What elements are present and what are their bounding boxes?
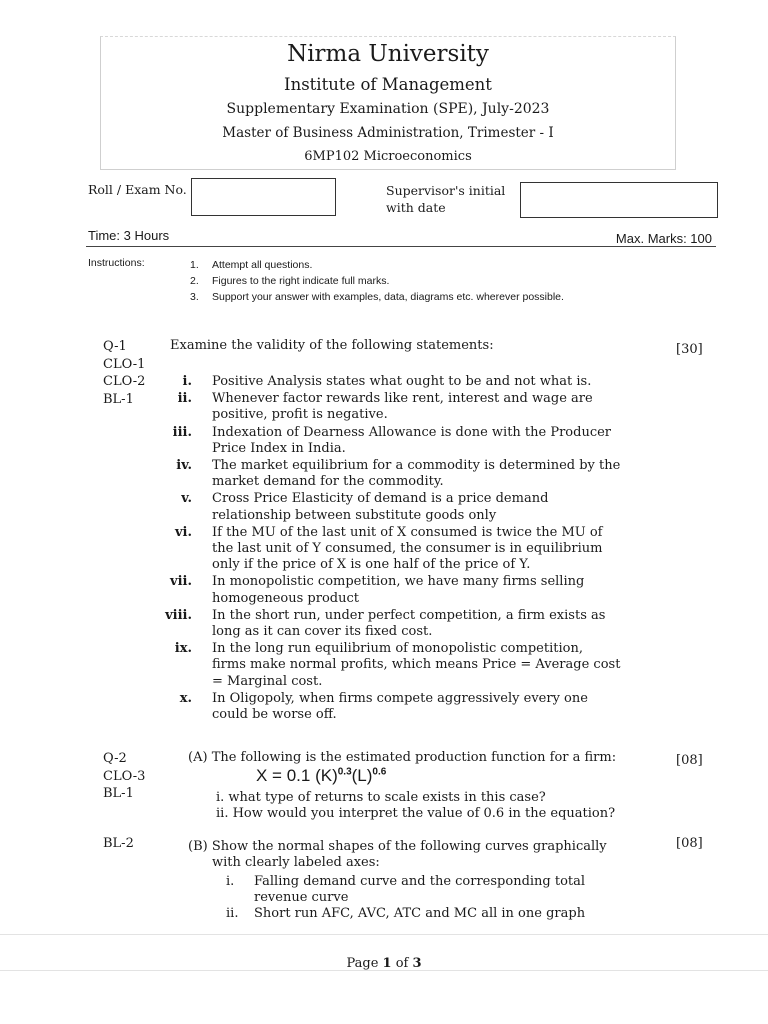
statement-item: v. Cross Price Elasticity of demand is a price demand relationship between substitute goods only xyxy=(181,491,549,523)
statement-item: iii. Indexation of Dearness Allowance is done with the Producer Price Index in India. xyxy=(172,424,612,456)
question-number: Q-2 xyxy=(103,751,127,766)
page-number: Page 1 of 3 xyxy=(346,956,422,971)
question-number: Q-1 xyxy=(103,339,127,354)
q2b-prompt: (B) Show the normal shapes of the following curves graphically with clearly labeled axes: xyxy=(188,839,607,871)
production-function-equation: X = 0.1 $(K)^{0.3}(L)^{0.6}$ xyxy=(256,766,387,785)
instruction-item: 2. Figures to the right indicate full marks. xyxy=(190,275,390,287)
q2b-items xyxy=(216,874,654,923)
q2b-bl-tag: BL-2 xyxy=(103,836,134,851)
course-name: 6MP102 Microeconomics xyxy=(304,149,472,164)
q2a-subparts xyxy=(216,790,615,822)
q2a-marks: [08] xyxy=(676,753,703,768)
q1-prompt: Examine the validity of the following statements: xyxy=(170,338,494,353)
statement-item: ix. In the long run equilibrium of monopolistic competition, firms make normal profits, which means Price = Average cost = Marginal cost. xyxy=(174,641,621,689)
bl-tag: BL-1 xyxy=(103,391,134,407)
university-name: Nirma University xyxy=(287,41,489,67)
q2a-prompt: (A) The following is the estimated production function for a firm: xyxy=(188,750,617,765)
clo-tag: CLO-3 xyxy=(103,768,146,784)
supervisor-label xyxy=(386,182,505,216)
statement-item: vii. In monopolistic competition, we have many firms selling homogeneous product xyxy=(170,574,585,606)
instructions-list xyxy=(190,257,564,305)
instruction-item: 1. Attempt all questions. xyxy=(190,259,313,271)
instruction-item: 3. Support your answer with examples, data, diagrams etc. wherever possible. xyxy=(190,291,564,303)
supervisor-initial-box[interactable] xyxy=(520,182,718,218)
instructions-label: Instructions: xyxy=(88,257,145,269)
q2-tags xyxy=(103,750,145,803)
statement-item: iv. The market equilibrium for a commodity is determined by the market demand for the commodity. xyxy=(176,458,621,490)
subpart-item: ii. How would you interpret the value of 0.6 in the equation? xyxy=(216,806,616,822)
program-name: Master of Business Administration, Trimester - I xyxy=(222,125,554,141)
institute-name: Institute of Management xyxy=(284,75,492,94)
statement-item: viii. In the short run, under perfect competition, a firm exists as long as it can cover its fixed cost. xyxy=(165,607,606,640)
max-marks: Max. Marks: 100 xyxy=(615,231,712,246)
bl-tag: BL-1 xyxy=(103,786,134,801)
statement-item: ii. Whenever factor rewards like rent, interest and wage are positive, profit is negative. xyxy=(177,391,593,423)
subpart-item: ii. Short run AFC, AVC, ATC and MC all in one graph xyxy=(226,906,586,922)
subpart-item: i. Falling demand curve and the corresponding total revenue curve xyxy=(226,874,586,906)
statement-item: x. In Oligopoly, when firms compete aggressively every one could be worse off. xyxy=(179,690,588,723)
subpart-item: i. what type of returns to scale exists in this case? xyxy=(216,790,546,805)
q1-marks: [30] xyxy=(676,342,703,357)
q1-tags xyxy=(103,338,145,408)
roll-number-box[interactable] xyxy=(191,178,336,216)
statement-item: i. Positive Analysis states what ought to be and not what is. xyxy=(182,374,592,389)
q1-statements xyxy=(152,374,652,724)
exam-time: Time: 3 Hours xyxy=(88,228,170,243)
clo-tag: CLO-1 xyxy=(103,356,146,372)
supervisor-label-line-2: with date xyxy=(386,200,446,215)
header-divider xyxy=(86,246,716,247)
roll-label: Roll / Exam No. xyxy=(88,182,187,197)
footer-divider xyxy=(0,934,768,935)
exam-name: Supplementary Examination (SPE), July-2023 xyxy=(226,101,550,117)
clo-tag: CLO-2 xyxy=(103,374,146,389)
exam-header xyxy=(100,36,676,170)
supervisor-label-line-1: Supervisor's initial xyxy=(386,183,506,198)
q2b-marks: [08] xyxy=(676,836,703,851)
statement-item: vi. If the MU of the last unit of X consumed is twice the MU of the last unit of Y consumed, the consumer is in equilibrium only if the price of X is one half of the price of Y. xyxy=(174,524,603,573)
